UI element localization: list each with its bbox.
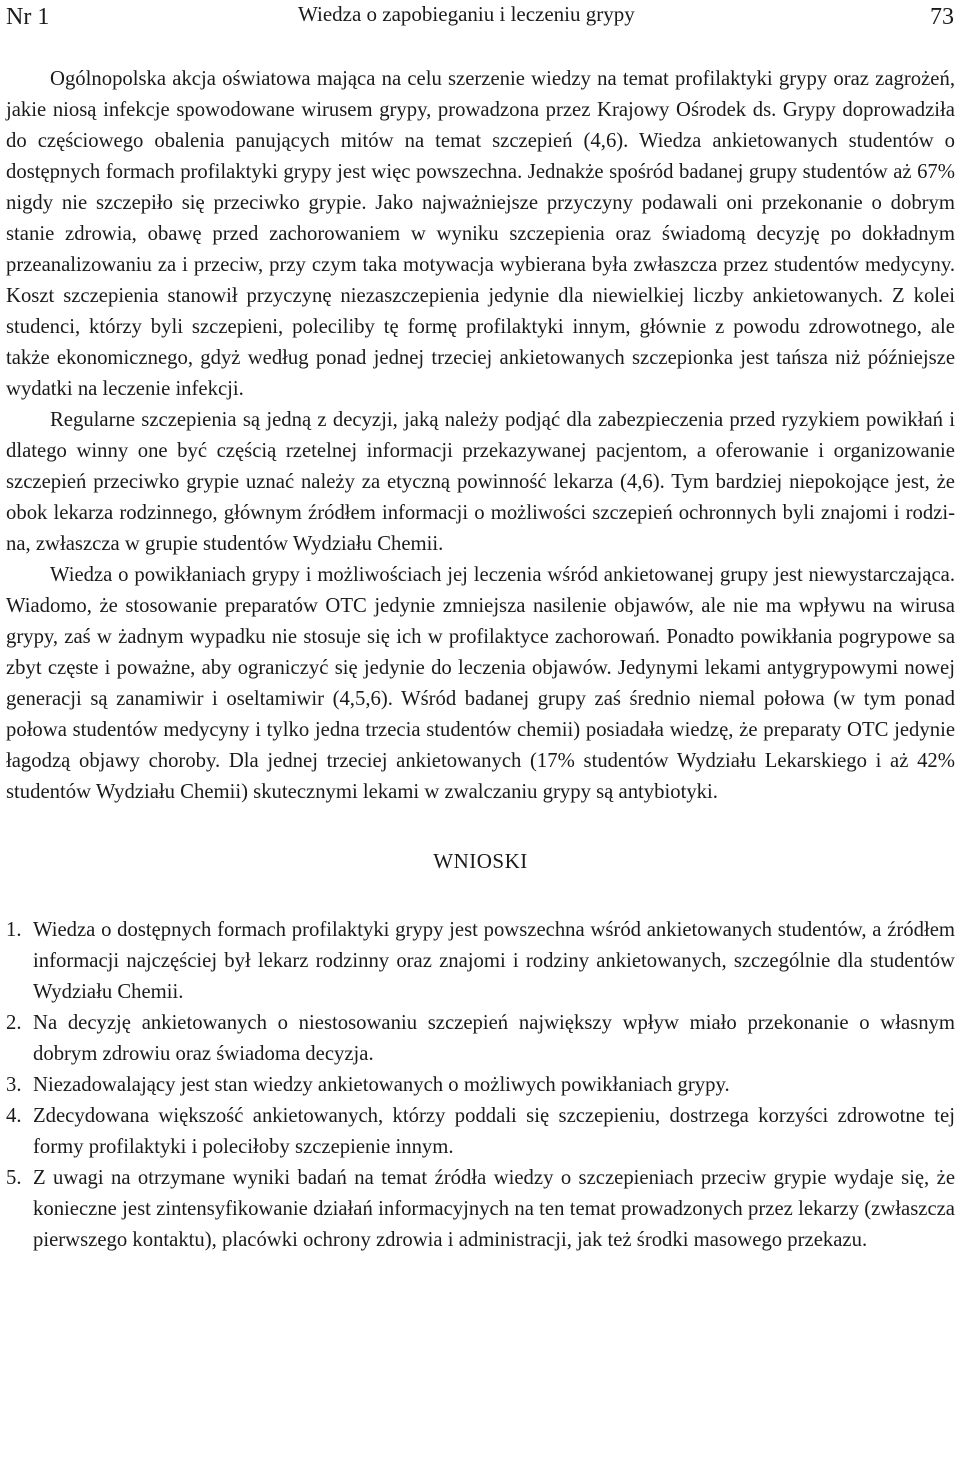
paragraph-1: Ogólnopolska akcja oświatowa mająca na celu szerzenie wiedzy na temat profilaktyki grypy oraz zagrożeń, jakie niosą infekcje spowodowane wirusem grypy, prowadzona przez Krajowy Ośrodek ds. Grypy doprowadziła do częściowego obalenia panujących mitów na temat szczepień (4,6). Wiedza ankietowanych studentów o dostępnych formach profilaktyki grypy jest więc powszechna. Jednakże spośród badanej grupy studentów aż 67% nigdy nie szczepiło się przeciwko grypie. Jako najważniejsze przyczyny podawali oni przekonanie o dobrym stanie zdrowia, obawę przed zachorowaniem w wyniku szczepienia oraz świadomą decyzję po dokładnym przeanalizowaniu za i przeciw, przy czym taka motywacja wybierana była zwłaszcza przez studentów medycyny. Koszt szczepienia stanowił przyczynę niezaszczepienia jedynie dla niewielkiej liczby ankietowanych. Z kolei studenci, którzy byli szczepieni, poleciliby tę formę profilaktyki innym, głównie z powodu zdrowotnego, ale także ekonomicznego, gdyż według ponad jednej trzeciej ankietowanych szczepionka jest tańsza niż późniejsze wydatki na leczenie infekcji.	[6, 68, 955, 400]
running-title: Wiedza o zapobieganiu i leczeniu grypy	[298, 2, 635, 26]
page-number: 73	[930, 4, 954, 30]
conclusion-number: 1.	[6, 919, 22, 941]
conclusion-text: Niezadowalający jest stan wiedzy ankietowanych o możliwych powikłaniach grypy.	[33, 1074, 730, 1096]
conclusion-number: 2.	[6, 1012, 22, 1034]
conclusion-number: 3.	[6, 1074, 22, 1096]
issue-number: Nr 1	[6, 4, 50, 30]
conclusion-item	[6, 1163, 955, 1256]
conclusion-number: 4.	[6, 1105, 22, 1127]
conclusion-number: 5.	[6, 1167, 22, 1189]
conclusion-item	[6, 1070, 955, 1101]
conclusion-text: Z uwagi na otrzymane wyniki badań na temat źródła wiedzy o szczepieniach przeciw grypie wydaje się, że konieczne jest zintensyfikowanie działań informacyjnych na ten temat prowadzonych przez lekarzy (zwłaszcza pierwszego kontaktu), placówki ochrony zdrowia i administracji, jak też środki masowego przekazu.	[33, 1167, 955, 1251]
conclusion-item	[6, 915, 955, 1008]
conclusions-list	[6, 915, 955, 1256]
conclusion-text: Wiedza o dostępnych formach profilaktyki grypy jest powszechna wśród ankietowanych studentów, a źródłem informacji najczęściej był lekarz rodzinny oraz znajomi i rodziny ankietowanych, szczególnie dla studentów Wydziału Chemii.	[33, 919, 955, 1003]
paragraph-2: Regularne szczepienia są jedną z decyzji, jaką należy podjąć dla zabezpieczenia przed ryzykiem powikłań i dlatego winny one być częścią rzetelnej informacji przekazywanej pacjentom, a oferowanie i organizowanie szczepień przeciwko grypie uznać należy za etyczną powinność lekarza (4,6). Tym bardziej niepokojące jest, że obok lekarza rodzinnego, głównym źródłem informacji o możliwości szczepień ochronnych byli znajomi i rodzina, zwłaszcza w grupie studentów Wydziału Chemii.	[6, 409, 955, 555]
section-heading-conclusions: WNIOSKI	[433, 849, 528, 873]
conclusion-item	[6, 1101, 955, 1163]
page-header	[0, 0, 960, 40]
paragraph-3: Wiedza o powikłaniach grypy i możliwościach jej leczenia wśród ankietowanej grupy jest niewystarczająca. Wiadomo, że stosowanie preparatów OTC jedynie zmniejsza nasilenie objawów, ale nie ma wpływu na wirusa grypy, zaś w żadnym wypadku nie stosuje się ich w profilaktyce zachorowań. Ponadto powikłania pogrypowe sa zbyt częste i poważne, aby ograniczyć się jedynie do leczenia objawów. Jedynymi lekami antygrypowymi nowej generacji są zanamiwir i oseltamiwir (4,5,6). Wśród badanej grupy zaś średnio niemal połowa (w tym ponad połowa studentów medycyny i tylko jedna trzecia studentów chemii) posiadała wiedzę, że preparaty OTC jedynie łagodzą objawy choroby. Dla jednej trzeciej ankietowanych (17% studentów Wydziału Lekarskiego i aż 42% studentów Wydziału Chemii) skutecznymi lekami w zwalczaniu grypy są antybiotyki.	[6, 564, 955, 803]
article-body	[6, 64, 955, 1256]
conclusion-text: Zdecydowana większość ankietowanych, którzy poddali się szczepieniu, dostrzega korzyści zdrowotne tej formy profilaktyki i poleciłoby szczepienie innym.	[33, 1105, 955, 1158]
conclusion-item	[6, 1008, 955, 1070]
conclusion-text: Na decyzję ankietowanych o niestosowaniu szczepień największy wpływ miało przekonanie o własnym dobrym zdrowiu oraz świadoma decyzja.	[33, 1012, 955, 1065]
